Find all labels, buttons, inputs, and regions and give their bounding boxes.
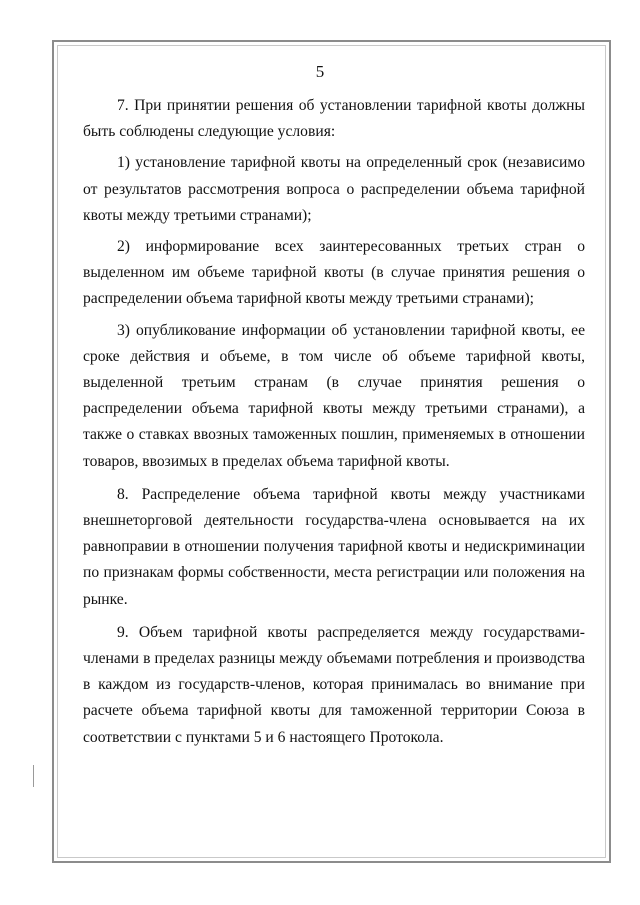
scan-mark [33,765,34,787]
page-number: 5 [315,62,325,81]
paragraph-item-7: 7. При принятии решения об установлении тарифной квоты должны быть соблюдены следующие условия: [83,97,585,141]
paragraph-subitem-1: 1) установление тарифной квоты на определенный срок (независимо от результатов рассмотрения вопроса о распределении объема тарифной квоты между третьими странами); [83,154,585,224]
paragraph-subitem-3: 3) опубликование информации об установлении тарифной квоты, ее сроке действия и объеме, в том числе об объеме тарифной квоты, выделенной третьим странам (в случае принятия решения о распределении объема тарифной квоты между третьими странами), а также о ставках ввозных таможенных пошлин, применяемых в отношении товаров, ввозимых в пределах объема тарифной квоты. [83,321,585,470]
paragraph-item-9: 9. Объем тарифной квоты распределяется между государствами-членами в пределах разницы между объемами потребления и производства в каждом из государств-членов, которая принималась во внимание при расчете объема тарифной квоты для таможенной территории Союза в соответствии с пунктами 5 и 6 настоящего Протокола. [83,623,585,746]
paragraph-item-8: 8. Распределение объема тарифной квоты между участниками внешнеторговой деятельности государства-члена основывается на их равноправии в отношении получения тарифной квоты и недискриминации по признакам формы собственности, места регистрации или положения на рынке. [83,485,585,608]
paragraph-subitem-2: 2) информирование всех заинтересованных третьих стран о выделенном им объеме тарифной квоты (в случае принятия решения о распределении объема тарифной квоты между третьими странами); [83,238,585,308]
document-body [83,93,585,751]
